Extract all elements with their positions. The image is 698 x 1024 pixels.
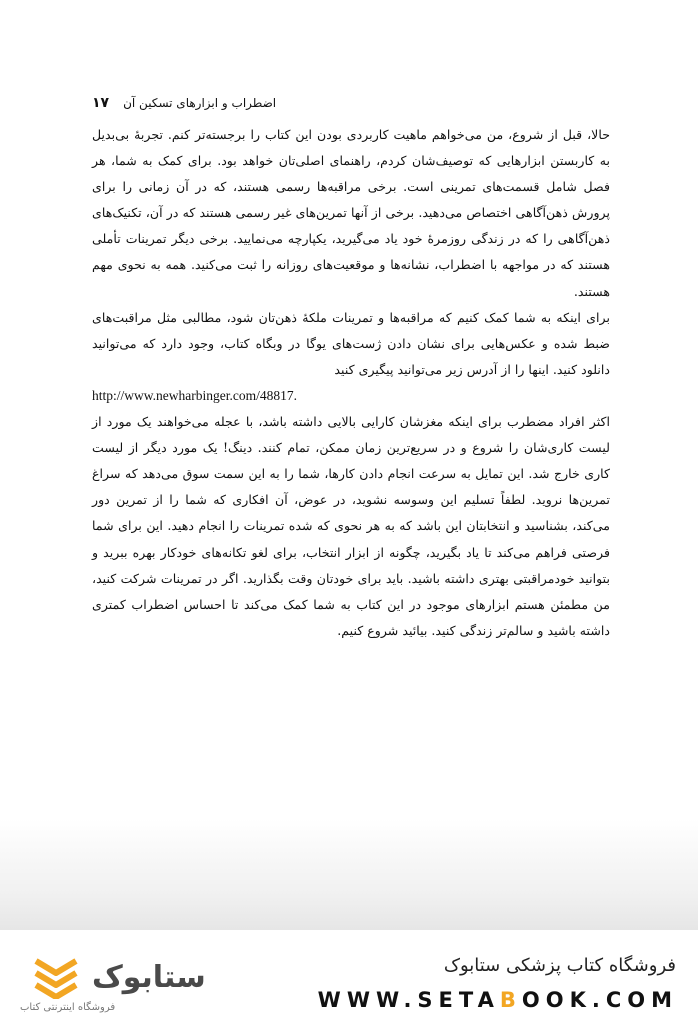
store-logo: [30, 955, 206, 999]
paragraph-3: اکثر افراد مضطرب برای اینکه مغزشان کارایی بالایی داشته باشد، با عجله می‌خواهند یک مورد از لیست کاری‌شان را شروع و در سریع‌ترین زمان ممکن، تمام کنند. دینگ! یک مورد دیگر از لیست کاری خارج شد. این تمایل به سرعت انجام دادن کارها، شما را به این سمت سوق می‌دهد که سراغ تمرین‌ها نروید. لطفاً تسلیم این وسوسه نشوید، در عوض، آن افکاری که شما را از تمرین دور می‌کند، بشناسید و انتخابتان این باشد که به هر نحوی که شده تمرینات را انجام دهید. این برای شما فرصتی فراهم می‌کند تا یاد بگیرید، چگونه از ابزار انتخاب، برای لغو تکانه‌های خودکار بهره ببرید و بتوانید خودمراقبتی بهتری داشته باشید. باید برای خودتان وقت بگذارید. اگر در تمرینات شرکت کنید، من مطمئن هستم ابزارهای موجود در این کتاب به شما کمک می‌کند تا احساس اضطراب کمتری داشته باشید و سالم‌تر زندگی کنید. بیائید شروع کنیم.: [92, 414, 610, 638]
store-name: فروشگاه کتاب پزشکی ستابوک: [443, 955, 676, 976]
book-url: http://www.newharbinger.com/48817.: [92, 387, 297, 403]
logo-wordmark: ستابوک: [92, 959, 206, 995]
store-url-part1: WWW.SETA: [317, 988, 500, 1012]
logo-subtitle: فروشگاه اینترنتی کتاب: [20, 1002, 116, 1013]
store-url-part2: OOK.COM: [521, 988, 678, 1012]
store-url-accent: B: [499, 988, 522, 1012]
paragraph-2: [92, 305, 610, 409]
chapter-title: اضطراب و ابزارهای تسکین آن: [123, 96, 277, 110]
books-logo-icon: [30, 955, 82, 999]
store-url: [318, 988, 678, 1012]
paragraph-1: حالا، قبل از شروع، من می‌خواهم ماهیت کاربردی بودن این کتاب را برجسته‌تر کنم. تجربهٔ بی‌بدیل به کاربستن ابزارهایی که توصیف‌شان کردم، راهنمای اصلی‌تان خواهد بود. برای کمک به شما، هر فصل شامل قسمت‌های تمرینی است. برخی مراقبه‌ها رسمی هستند، که در آن زمانی را برای پرورش ذهن‌آگاهی اختصاص می‌دهید. برخی از آنها تمرین‌های غیر رسمی هستند که در آن، تکنیک‌های ذهن‌آگاهی را که در زندگی روزمرهٔ خود یاد می‌گیرید، یکپارچه می‌نمایید. برخی دیگر تمرینات تأملی هستند که در مواجهه با اضطراب، نشانه‌ها و موقعیت‌های روزانه را ثبت می‌کنید. همه به نحوی مهم هستند.: [92, 127, 610, 299]
paragraph-2-text: برای اینکه به شما کمک کنیم که مراقبه‌ها و تمرینات ملکهٔ ذهن‌تان شود، مطالبی مثل مراقبت‌های ضبط شده و عکس‌هایی برای نشان دادن ژست‌های یوگا در وبگاه کتاب، وجود دارد که می‌توانید دانلود کنید. اینها را از آدرس زیر می‌توانید پیگیری کنید: [92, 309, 610, 377]
running-head: [92, 92, 606, 114]
body-text: [92, 122, 610, 644]
page-number: ۱۷: [92, 95, 110, 111]
